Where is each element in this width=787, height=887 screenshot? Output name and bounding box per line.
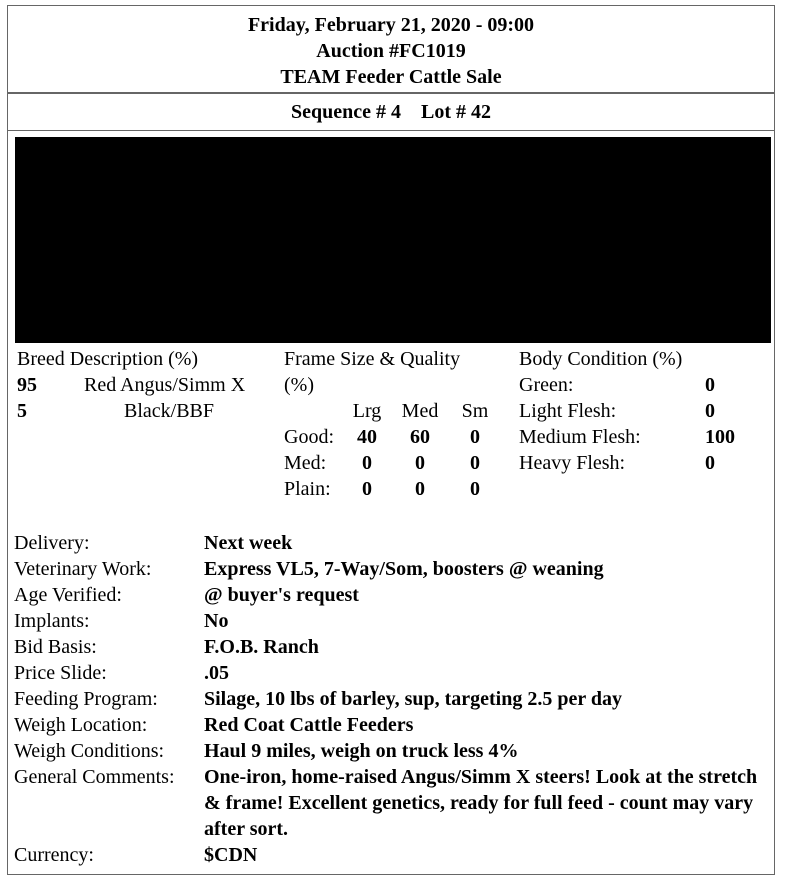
frame-row-label: Good: <box>284 426 334 448</box>
body-condition-title: Body Condition (%) <box>519 348 683 370</box>
body-condition-label: Medium Flesh: <box>519 426 641 448</box>
frame-cell: 0 <box>362 452 372 474</box>
sequence-lot-bar <box>7 93 775 131</box>
frame-col-large: Lrg <box>352 400 382 422</box>
currency-label: Currency: <box>14 844 94 866</box>
detail-value: Haul 9 miles, weigh on truck less 4% <box>204 740 519 762</box>
detail-value: F.O.B. Ranch <box>204 636 319 658</box>
frame-cell: 60 <box>410 426 430 448</box>
comments-label: General Comments: <box>14 766 175 788</box>
auction-number: Auction #FC1019 <box>316 40 466 62</box>
frame-cell: 0 <box>470 478 480 500</box>
frame-subtitle: (%) <box>284 374 314 396</box>
detail-value: .05 <box>204 662 229 684</box>
comments-value: One-iron, home-raised Angus/Simm X steers! Look at the stretch & frame! Excellent genetics, ready for full feed - count may vary after sort. <box>204 766 758 840</box>
breed-pct: 95 <box>17 374 37 396</box>
sale-header <box>7 5 775 93</box>
body-condition-value: 0 <box>705 400 715 422</box>
detail-label: Weigh Conditions: <box>14 740 165 762</box>
breed-title: Breed Description (%) <box>17 348 199 370</box>
detail-value: Next week <box>204 532 293 554</box>
detail-label: Implants: <box>14 610 90 632</box>
sale-date: Friday, February 21, 2020 - 09:00 <box>247 14 535 36</box>
body-condition-value: 0 <box>705 374 715 396</box>
frame-row-label: Plain: <box>284 478 331 500</box>
frame-cell: 0 <box>470 452 480 474</box>
detail-value: No <box>204 610 229 632</box>
detail-label: Feeding Program: <box>14 688 158 710</box>
sequence-label: Sequence # <box>291 101 386 123</box>
detail-value: @ buyer's request <box>204 584 359 606</box>
detail-label: Age Verified: <box>14 584 122 606</box>
body-condition-label: Green: <box>519 374 574 396</box>
currency-value: $CDN <box>204 844 258 866</box>
frame-cell: 40 <box>357 426 377 448</box>
breed-pct: 5 <box>17 400 27 422</box>
detail-value: Express VL5, 7-Way/Som, boosters @ weaning <box>204 558 604 580</box>
body-condition-label: Light Flesh: <box>519 400 617 422</box>
frame-row-label: Med: <box>284 452 327 474</box>
lot-number: 42 <box>471 101 491 123</box>
frame-cell: 0 <box>415 478 425 500</box>
detail-label: Delivery: <box>14 532 90 554</box>
frame-col-medium: Med <box>401 400 439 422</box>
detail-value: Silage, 10 lbs of barley, sup, targeting 2.5 per day <box>204 688 622 710</box>
body-condition-value: 100 <box>705 426 735 448</box>
frame-title: Frame Size & Quality <box>284 348 461 370</box>
detail-label: Bid Basis: <box>14 636 97 658</box>
body-condition-value: 0 <box>705 452 715 474</box>
sale-name: TEAM Feeder Cattle Sale <box>280 66 502 88</box>
body-condition-label: Heavy Flesh: <box>519 452 626 474</box>
detail-label: Price Slide: <box>14 662 107 684</box>
frame-cell: 0 <box>415 452 425 474</box>
breed-name: Red Angus/Simm X <box>84 374 246 396</box>
frame-cell: 0 <box>470 426 480 448</box>
lot-label: Lot # <box>421 101 466 123</box>
detail-label: Weigh Location: <box>14 714 148 736</box>
frame-cell: 0 <box>362 478 372 500</box>
lot-photo <box>15 137 771 343</box>
detail-label: Veterinary Work: <box>14 558 152 580</box>
detail-value: Red Coat Cattle Feeders <box>204 714 414 736</box>
frame-col-small: Sm <box>461 400 489 422</box>
sequence-number: 4 <box>391 101 401 123</box>
breed-name: Black/BBF <box>124 400 215 422</box>
